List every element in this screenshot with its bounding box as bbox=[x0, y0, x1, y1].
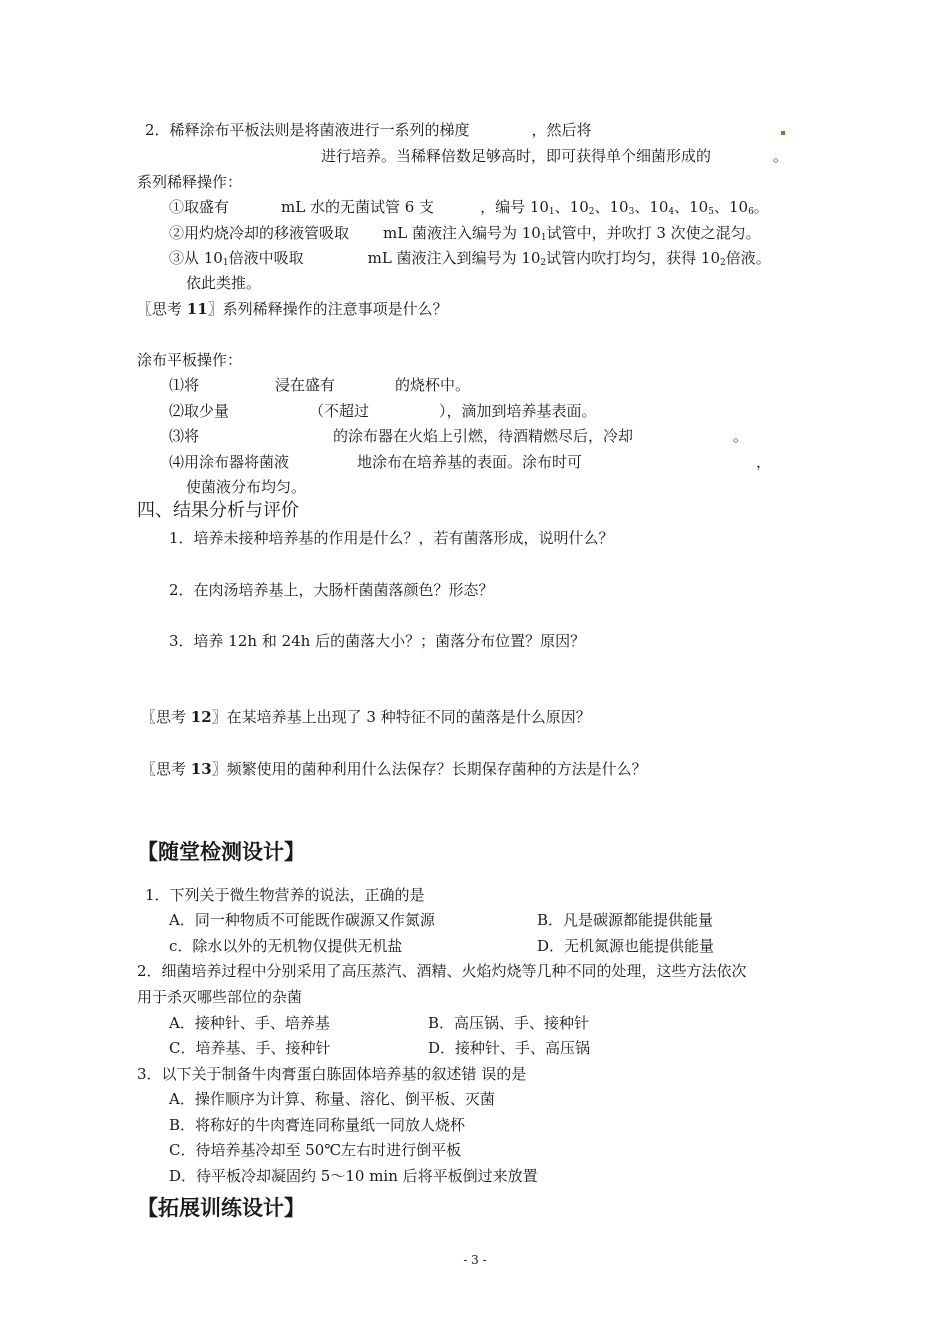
quiz-heading: 【随堂检测设计】 bbox=[137, 839, 305, 864]
dilution-step-2: ②用灼烧冷却的移液管吸取 mL 菌液注入编号为 $10_1$试管中，并吹打 3 次使之混匀。 bbox=[169, 224, 761, 243]
quiz-q1-option-a: A．同一种物质不可能既作碳源又作氮源 bbox=[169, 911, 435, 929]
quiz-q3-option-c: C．待培养基冷却至 50℃左右时进行倒平板 bbox=[169, 1141, 462, 1159]
think-11: 〖思考 11〗系列稀释操作的注意事项是什么？ bbox=[137, 300, 448, 318]
quiz-q2-option-b: B．高压锅、手、接种针 bbox=[428, 1014, 590, 1032]
quiz-q2-option-a: A．接种针、手、培养基 bbox=[169, 1014, 330, 1032]
quiz-question-3: 3．以下关于制备牛肉膏蛋白胨固体培养基的叙述错 误的是 bbox=[137, 1065, 527, 1083]
analysis-question-1: 1．培养未接种培养基的作用是什么？，若有菌落形成，说明什么？ bbox=[169, 529, 614, 547]
analysis-heading: 四、结果分析与评价 bbox=[137, 500, 299, 521]
quiz-q3-option-d: D．待平板冷却凝固约 5～10 min 后将平板倒过来放置 bbox=[169, 1167, 538, 1185]
spread-step-2: ⑵取少量 （不超过 ），滴加到培养基表面。 bbox=[169, 402, 597, 420]
quiz-question-2-line-2: 用于杀灭哪些部位的杂菌 bbox=[137, 988, 303, 1006]
serial-dilution-title: 系列稀释操作： bbox=[137, 173, 243, 191]
dilution-line-2: 进行培养。当稀释倍数足够高时，即可获得单个细菌形成的 。 bbox=[321, 147, 789, 165]
extension-heading: 【拓展训练设计】 bbox=[137, 1195, 305, 1220]
spread-step-4: ⑷用涂布器将菌液 地涂布在培养基的表面。涂布时可 ， bbox=[169, 453, 772, 471]
dilution-step-1: ①取盛有 mL 水的无菌试管 6 支 ，编号 $10_1$、$10_2$、$10_3$、$10_4$、$10_5$、$10_6$。 bbox=[169, 198, 769, 217]
quiz-q2-option-d: D．接种针、手、高压锅 bbox=[428, 1039, 591, 1057]
think-13: 〖思考 13〗频繁使用的菌种利用什么法保存？长期保存菌种的方法是什么？ bbox=[141, 760, 647, 778]
spread-step-1: ⑴将 浸在盛有 的烧杯中。 bbox=[169, 376, 471, 394]
quiz-q3-option-b: B．将称好的牛肉膏连同称量纸一同放人烧杯 bbox=[169, 1116, 466, 1134]
quiz-q1-option-b: B．凡是碳源都能提供能量 bbox=[537, 911, 714, 929]
quiz-q2-option-c: C．培养基、手、接种针 bbox=[169, 1039, 331, 1057]
analysis-question-3: 3．培养 12h 和 24h 后的菌落大小？；菌落分布位置？原因？ bbox=[169, 632, 586, 650]
quiz-q1-option-c: c．除水以外的无机物仅提供无机盐 bbox=[169, 937, 403, 955]
dilution-line-1: 2．稀释涂布平板法则是将菌液进行一系列的梯度 ，然后将 bbox=[145, 121, 592, 139]
think-12: 〖思考 12〗在某培养基上出现了 3 种特征不同的菌落是什么原因？ bbox=[141, 708, 591, 726]
quiz-q1-option-d: D．无机氮源也能提供能量 bbox=[537, 937, 715, 955]
dilution-step-3: ③从 $10_1$倍液中吸取 mL 菌液注入到编号为 $10_2$试管内吹打均匀，获得 $10_2$倍液。 bbox=[169, 249, 771, 268]
quiz-question-1: 1．下列关于微生物营养的说法，正确的是 bbox=[145, 886, 425, 904]
spread-step-4-continued: 使菌液分布均匀。 bbox=[186, 478, 307, 496]
spread-step-3: ⑶将 的涂布器在火焰上引燃，待酒精燃尽后，冷却 。 bbox=[169, 427, 749, 445]
quiz-question-2-line-1: 2．细菌培养过程中分别采用了高压蒸汽、酒精、火焰灼烧等几种不同的处理，这些方法依次 bbox=[137, 962, 747, 980]
corner-mark bbox=[781, 131, 785, 135]
analysis-question-2: 2．在肉汤培养基上，大肠杆菌菌落颜色？形态？ bbox=[169, 581, 494, 599]
quiz-q3-option-a: A．操作顺序为计算、称量、溶化、倒平板、灭菌 bbox=[169, 1090, 495, 1108]
dilution-step-3-continued: 依此类推。 bbox=[186, 274, 262, 292]
spread-plate-title: 涂布平板操作： bbox=[137, 351, 243, 369]
page-number: - 3 - bbox=[463, 1253, 487, 1267]
